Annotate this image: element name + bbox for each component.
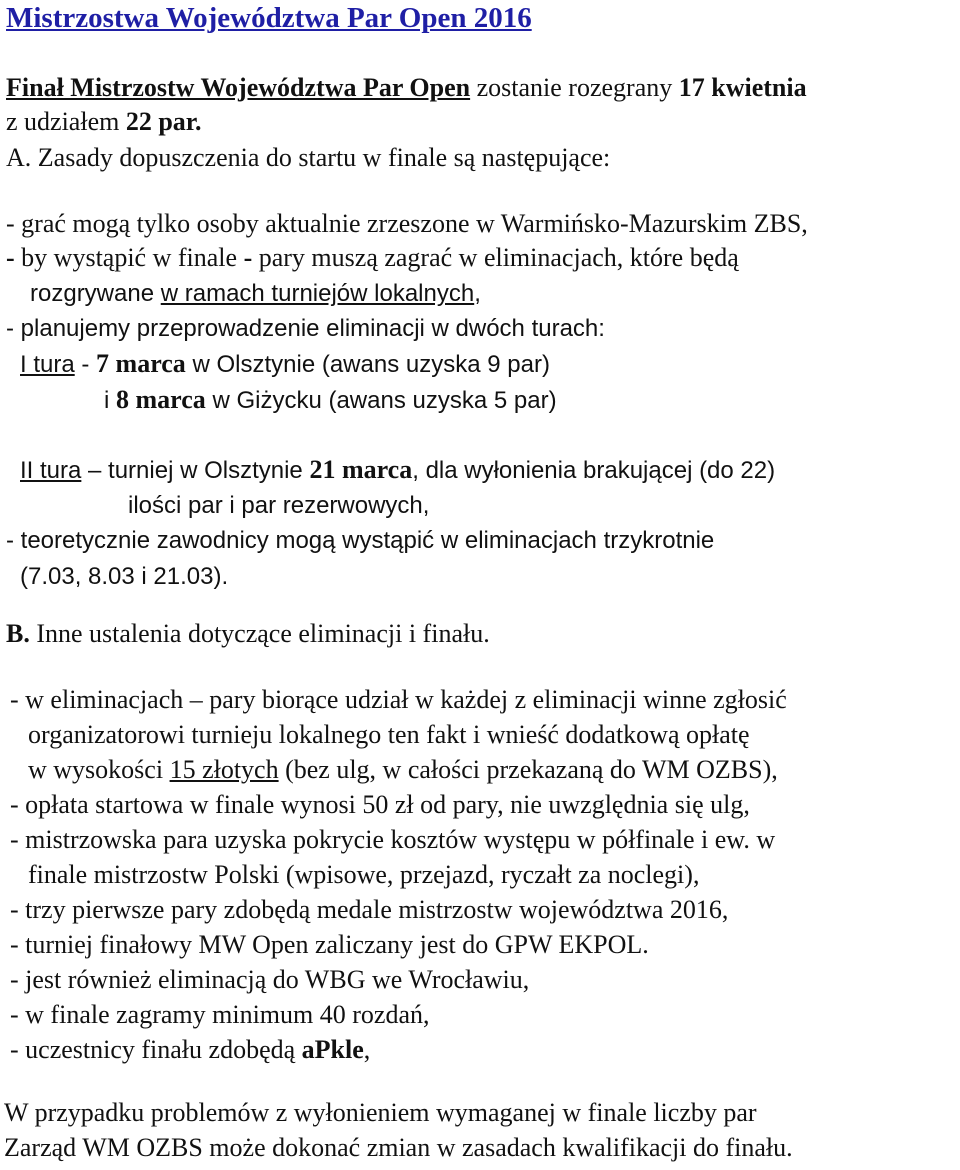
rule-text: pary muszą zagrać w eliminacjach, które będą bbox=[258, 243, 739, 272]
tour-1-line bbox=[20, 348, 550, 381]
tour-2-line-2 bbox=[128, 490, 429, 522]
rule-text: - grać mogą tylko osoby aktualnie zrzeszone w Warmińsko-Mazurskim ZBS, bbox=[6, 209, 808, 238]
intro-line-2 bbox=[6, 106, 201, 138]
rule-text: - teoretycznie zawodnicy mogą wystąpić w eliminacjach trzykrotnie bbox=[6, 527, 715, 554]
rule-text: (7.03, 8.03 i 21.03). bbox=[20, 563, 229, 590]
section-a-label: A. bbox=[6, 143, 32, 172]
b-line-11 bbox=[10, 1034, 370, 1066]
tour-1b-text: w Giżycku (awans uzyska 5 par) bbox=[205, 387, 557, 414]
b-line-6 bbox=[28, 859, 699, 891]
tour-2-text: ilości par i par rezerwowych, bbox=[128, 492, 430, 519]
b-text: - w eliminacjach – pary biorące udział w każdej z eliminacji winne zgłosić bbox=[10, 685, 787, 714]
rule-text: , bbox=[474, 280, 481, 307]
tour-1-text: w Olsztynie (awans uzyska 9 par) bbox=[185, 351, 550, 378]
rule-text: - planujemy przeprowadzenie eliminacji w dwóch turach: bbox=[6, 315, 605, 342]
section-a-heading bbox=[6, 142, 610, 174]
b-text: - opłata startowa w finale wynosi 50 zł od pary, nie uwzględnia się ulg, bbox=[10, 790, 750, 819]
b-text: - mistrzowska para uzyska pokrycie kosztów występu w półfinale i ew. w bbox=[10, 825, 776, 854]
dash: - bbox=[243, 243, 259, 272]
rule-line-1 bbox=[6, 208, 808, 240]
b-line-10 bbox=[10, 999, 429, 1031]
tour-1-label[interactable]: I tura bbox=[20, 351, 75, 378]
intro-line-1 bbox=[6, 72, 807, 104]
pair-count: 22 par. bbox=[125, 107, 202, 136]
b-line-4 bbox=[10, 789, 750, 821]
b-text: - turniej finałowy MW Open zaliczany jest do GPW EKPOL. bbox=[10, 930, 649, 959]
b-text: - trzy pierwsze pary zdobędą medale mistrzostw województwa 2016, bbox=[10, 895, 729, 924]
tour-2-label[interactable]: II tura bbox=[20, 457, 82, 484]
footer-line-2 bbox=[4, 1132, 793, 1164]
footer-text: Zarząd WM OZBS może dokonać zmian w zasadach kwalifikacji do finału. bbox=[4, 1133, 793, 1162]
section-b-label: B. bbox=[6, 619, 30, 648]
b-text: finale mistrzostw Polski (wpisowe, przejazd, ryczałt za noclegi), bbox=[28, 860, 700, 889]
dash: - bbox=[6, 243, 22, 272]
footer-text: W przypadku problemów z wyłonieniem wymaganej w finale liczby par bbox=[4, 1098, 757, 1127]
section-b-heading bbox=[6, 618, 490, 650]
fee-link[interactable]: 15 złotych bbox=[169, 755, 279, 784]
b-text: - jest również eliminacją do WBG we Wrocławiu, bbox=[10, 965, 530, 994]
b-text: (bez ulg, w całości przekazaną do WM OZBS), bbox=[278, 755, 778, 784]
intro-text-2: z udziałem bbox=[6, 107, 126, 136]
final-date: 17 kwietnia bbox=[678, 73, 807, 102]
footer-line-1 bbox=[4, 1097, 757, 1129]
tour-2-text: – turniej w Olsztynie bbox=[81, 457, 310, 484]
rule-line-2 bbox=[6, 242, 739, 274]
b-line-7 bbox=[10, 894, 728, 926]
b-line-2 bbox=[28, 719, 750, 751]
intro-text: zostanie rozegrany bbox=[470, 73, 679, 102]
rule-text: rozgrywane bbox=[30, 280, 161, 307]
b-text: - uczestnicy finału zdobędą bbox=[10, 1035, 302, 1064]
b-text: w wysokości bbox=[28, 755, 170, 784]
b-text: organizatorowi turnieju lokalnego ten fakt i wnieść dodatkową opłatę bbox=[28, 720, 750, 749]
tour-1b-line bbox=[104, 384, 557, 417]
rule-line-6 bbox=[20, 561, 228, 593]
rule-line-3 bbox=[30, 278, 481, 310]
final-link[interactable]: Finał Mistrzostw Województwa Par Open bbox=[6, 73, 471, 102]
apkle-term: aPkle bbox=[301, 1035, 364, 1064]
rule-line-5 bbox=[6, 525, 714, 557]
tour-2-date: 21 marca bbox=[309, 455, 413, 484]
local-tournaments-link[interactable]: w ramach turniejów lokalnych bbox=[160, 280, 475, 307]
tour-2-text: , dla wyłonienia brakującej (do 22) bbox=[412, 457, 776, 484]
page-title[interactable]: Mistrzostwa Województwa Par Open 2016 bbox=[6, 2, 532, 34]
tour-1b-prefix: i bbox=[104, 387, 116, 414]
b-line-3 bbox=[28, 754, 778, 786]
b-line-8 bbox=[10, 929, 649, 961]
rule-line-4 bbox=[6, 313, 605, 345]
b-line-5 bbox=[10, 824, 775, 856]
b-line-9 bbox=[10, 964, 529, 996]
b-text: , bbox=[363, 1035, 371, 1064]
tour-1b-date: 8 marca bbox=[116, 385, 206, 414]
section-b-text: Inne ustalenia dotyczące eliminacji i finału. bbox=[29, 619, 490, 648]
section-a-text: Zasady dopuszczenia do startu w finale są następujące: bbox=[31, 143, 611, 172]
b-text: - w finale zagramy minimum 40 rozdań, bbox=[10, 1000, 430, 1029]
separator: - bbox=[74, 351, 97, 378]
tour-2-line bbox=[20, 454, 775, 487]
rule-text: by wystąpić w finale bbox=[21, 243, 244, 272]
tour-1-date: 7 marca bbox=[96, 349, 186, 378]
b-line-1 bbox=[10, 684, 787, 716]
